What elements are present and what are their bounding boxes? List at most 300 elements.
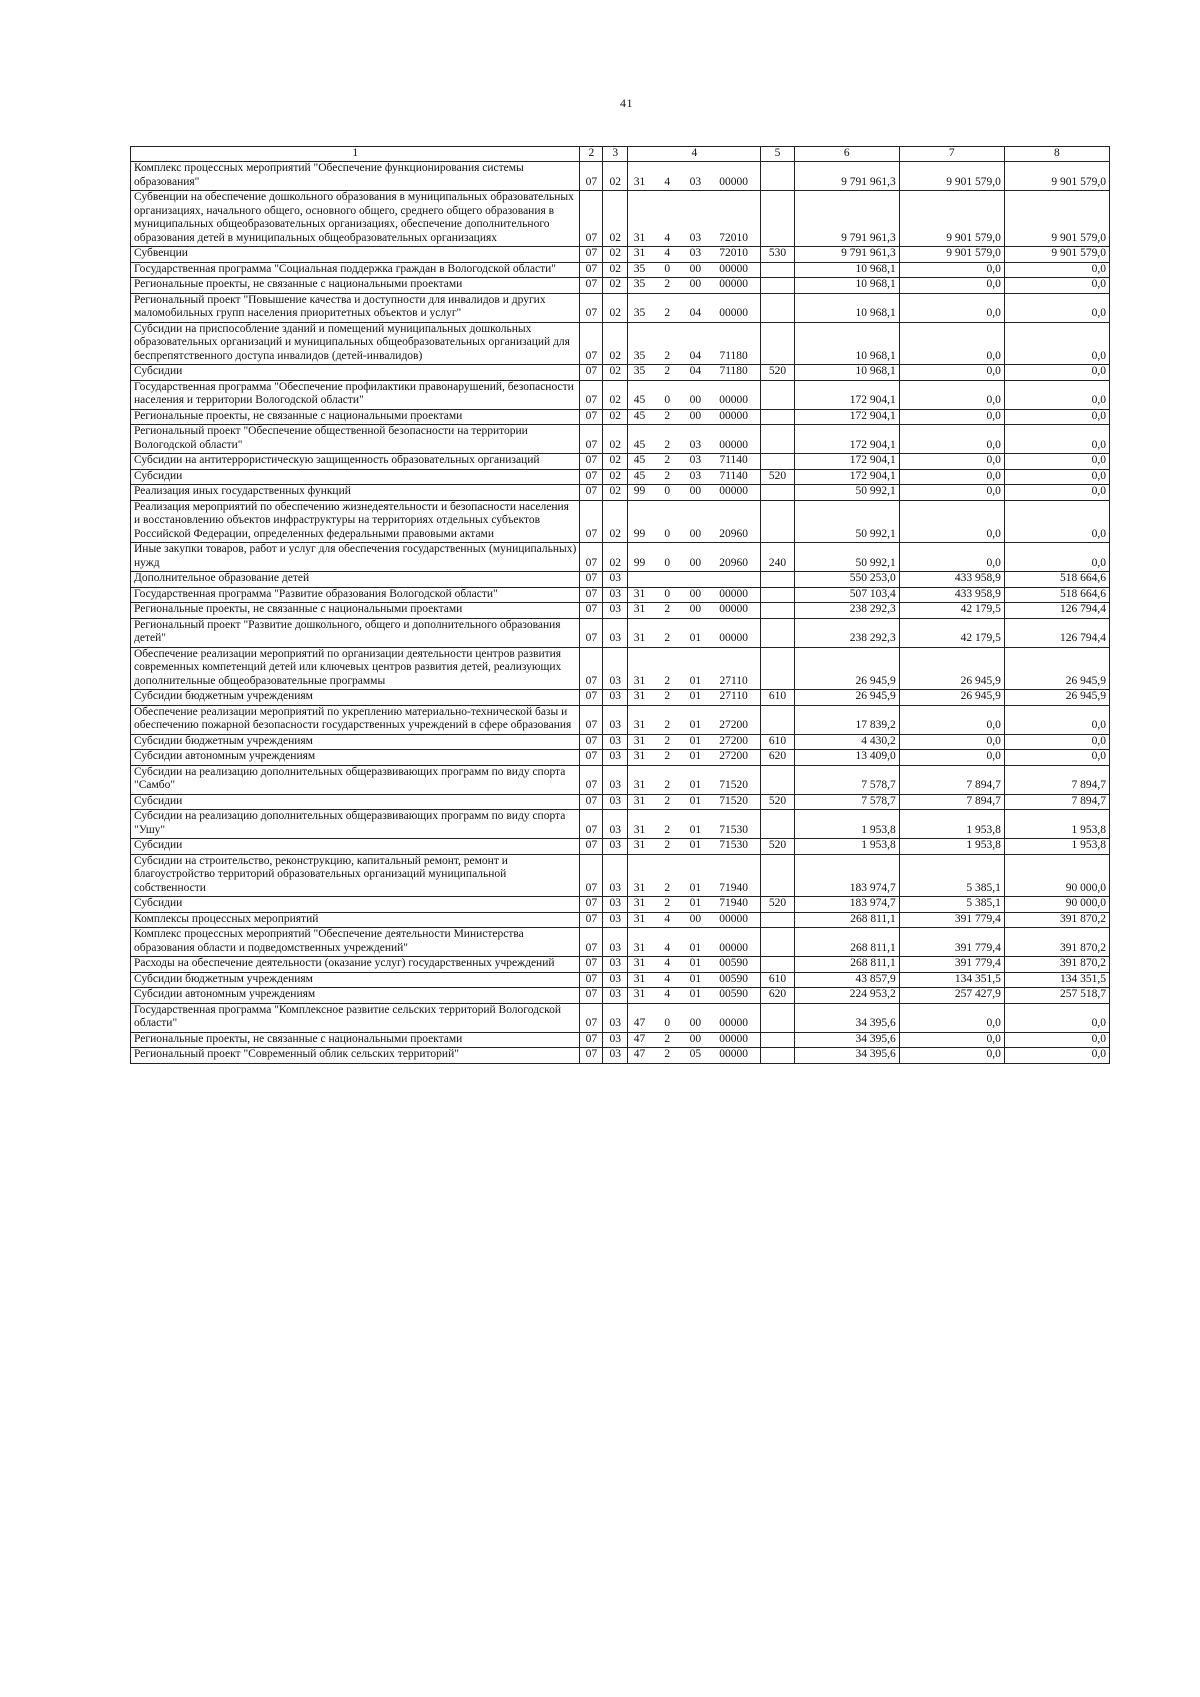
row-subsection-cell: 02 (603, 162, 628, 191)
header-col-8: 8 (1004, 147, 1109, 162)
row-structure-cell: 00 (684, 500, 707, 543)
row-section-cell: 07 (580, 618, 603, 647)
row-direction-cell: 00000 (707, 603, 761, 619)
row-section-cell: 07 (580, 765, 603, 794)
row-expense-type-cell (761, 810, 794, 839)
row-section-cell: 07 (580, 247, 603, 263)
row-type-cell: 2 (651, 765, 684, 794)
row-amount-col6-cell: 507 103,4 (794, 587, 899, 603)
row-amount-col7-cell: 0,0 (899, 409, 1004, 425)
row-type-cell: 2 (651, 897, 684, 913)
row-expense-type-cell (761, 618, 794, 647)
row-section-cell: 07 (580, 705, 603, 734)
row-structure-cell: 00 (684, 485, 707, 501)
row-program-cell: 99 (628, 500, 651, 543)
row-type-cell: 2 (651, 794, 684, 810)
row-amount-col8-cell: 518 664,6 (1004, 572, 1109, 588)
row-program-cell: 31 (628, 647, 651, 690)
row-name-cell: Субсидии (131, 469, 580, 485)
row-section-cell: 07 (580, 409, 603, 425)
table-row (131, 897, 1110, 913)
table-row (131, 500, 1110, 543)
row-subsection-cell: 02 (603, 500, 628, 543)
row-amount-col8-cell: 0,0 (1004, 365, 1109, 381)
row-amount-col7-cell: 0,0 (899, 485, 1004, 501)
row-type-cell: 2 (651, 409, 684, 425)
row-program-cell: 31 (628, 794, 651, 810)
row-expense-type-cell (761, 162, 794, 191)
row-structure-cell: 01 (684, 810, 707, 839)
row-expense-type-cell: 520 (761, 469, 794, 485)
row-amount-col7-cell: 433 958,9 (899, 572, 1004, 588)
row-direction-cell: 00000 (707, 1003, 761, 1032)
row-type-cell: 2 (651, 425, 684, 454)
row-subsection-cell: 03 (603, 1048, 628, 1064)
row-expense-type-cell: 620 (761, 750, 794, 766)
row-program-cell: 31 (628, 854, 651, 897)
row-program-cell: 31 (628, 587, 651, 603)
row-amount-col7-cell: 0,0 (899, 322, 1004, 365)
row-amount-col6-cell: 1 953,8 (794, 810, 899, 839)
row-section-cell: 07 (580, 293, 603, 322)
row-section-cell: 07 (580, 647, 603, 690)
row-program-cell: 31 (628, 988, 651, 1004)
row-subsection-cell: 03 (603, 750, 628, 766)
row-section-cell: 07 (580, 839, 603, 855)
row-program-cell: 31 (628, 957, 651, 973)
row-direction-cell: 72010 (707, 247, 761, 263)
row-amount-col6-cell: 10 968,1 (794, 278, 899, 294)
row-structure-cell: 01 (684, 988, 707, 1004)
row-name-cell: Государственная программа "Социальная поддержка граждан в Вологодской области" (131, 262, 580, 278)
row-amount-col7-cell: 257 427,9 (899, 988, 1004, 1004)
row-type-cell: 2 (651, 365, 684, 381)
row-expense-type-cell (761, 1032, 794, 1048)
row-direction-cell: 00000 (707, 928, 761, 957)
row-direction-cell: 71530 (707, 810, 761, 839)
row-expense-type-cell (761, 854, 794, 897)
row-subsection-cell: 03 (603, 794, 628, 810)
row-subsection-cell: 03 (603, 810, 628, 839)
row-amount-col7-cell: 0,0 (899, 380, 1004, 409)
row-amount-col6-cell: 50 992,1 (794, 543, 899, 572)
row-name-cell: Субсидии бюджетным учреждениям (131, 690, 580, 706)
row-expense-type-cell: 620 (761, 988, 794, 1004)
row-amount-col7-cell: 0,0 (899, 425, 1004, 454)
row-structure-cell: 01 (684, 839, 707, 855)
row-name-cell: Комплексы процессных мероприятий (131, 912, 580, 928)
row-name-cell: Региональный проект "Развитие дошкольного, общего и дополнительного образования детей" (131, 618, 580, 647)
header-col-4: 4 (628, 147, 761, 162)
row-program-cell: 31 (628, 839, 651, 855)
row-section-cell: 07 (580, 162, 603, 191)
table-row (131, 587, 1110, 603)
table-row (131, 572, 1110, 588)
row-type-cell: 2 (651, 750, 684, 766)
row-amount-col8-cell: 7 894,7 (1004, 765, 1109, 794)
row-subsection-cell: 02 (603, 191, 628, 247)
row-direction-cell: 00000 (707, 618, 761, 647)
row-name-cell: Региональные проекты, не связанные с национальными проектами (131, 278, 580, 294)
row-structure-cell: 01 (684, 794, 707, 810)
row-subsection-cell: 03 (603, 690, 628, 706)
row-section-cell: 07 (580, 365, 603, 381)
row-amount-col8-cell: 0,0 (1004, 454, 1109, 470)
row-structure-cell: 01 (684, 957, 707, 973)
table-row (131, 380, 1110, 409)
row-name-cell: Субсидии на реализацию дополнительных общеразвивающих программ по виду спорта "Ушу" (131, 810, 580, 839)
row-section-cell: 07 (580, 957, 603, 973)
row-amount-col8-cell: 0,0 (1004, 1032, 1109, 1048)
row-name-cell: Субсидии (131, 794, 580, 810)
row-subsection-cell: 02 (603, 247, 628, 263)
row-name-cell: Субсидии (131, 365, 580, 381)
table-row (131, 322, 1110, 365)
row-amount-col7-cell: 0,0 (899, 469, 1004, 485)
row-amount-col8-cell: 134 351,5 (1004, 972, 1109, 988)
row-expense-type-cell: 610 (761, 734, 794, 750)
row-amount-col6-cell: 172 904,1 (794, 380, 899, 409)
row-section-cell: 07 (580, 603, 603, 619)
row-direction-cell: 00000 (707, 587, 761, 603)
row-amount-col6-cell: 550 253,0 (794, 572, 899, 588)
table-row (131, 262, 1110, 278)
row-direction-cell: 00000 (707, 485, 761, 501)
row-amount-col7-cell: 42 179,5 (899, 603, 1004, 619)
row-amount-col6-cell: 7 578,7 (794, 794, 899, 810)
row-amount-col8-cell: 0,0 (1004, 543, 1109, 572)
row-program-cell: 31 (628, 810, 651, 839)
row-name-cell: Государственная программа "Комплексное развитие сельских территорий Вологодской области" (131, 1003, 580, 1032)
row-structure-cell: 04 (684, 322, 707, 365)
row-expense-type-cell (761, 572, 794, 588)
row-direction-cell: 00590 (707, 988, 761, 1004)
row-type-cell: 2 (651, 603, 684, 619)
row-subsection-cell: 02 (603, 543, 628, 572)
row-section-cell: 07 (580, 1003, 603, 1032)
row-amount-col8-cell: 90 000,0 (1004, 897, 1109, 913)
table-row (131, 928, 1110, 957)
row-type-cell: 4 (651, 928, 684, 957)
table-row (131, 454, 1110, 470)
row-name-cell: Субвенции на обеспечение дошкольного образования в муниципальных образовательных организациях, начального общего, основного общего, среднего общего образования в муниципальных общеобразовательных организациях, обеспечение дополнительного образования детей в муниципальных общеобразовательных организациях (131, 191, 580, 247)
row-direction-cell: 00000 (707, 425, 761, 454)
row-expense-type-cell (761, 380, 794, 409)
row-structure-cell: 03 (684, 162, 707, 191)
row-expense-type-cell: 520 (761, 897, 794, 913)
row-structure-cell: 01 (684, 705, 707, 734)
row-type-cell: 0 (651, 262, 684, 278)
row-amount-col6-cell: 26 945,9 (794, 647, 899, 690)
row-program-cell: 47 (628, 1048, 651, 1064)
table-row (131, 839, 1110, 855)
row-direction-cell: 71520 (707, 765, 761, 794)
row-type-cell: 2 (651, 469, 684, 485)
row-amount-col7-cell: 0,0 (899, 365, 1004, 381)
row-amount-col7-cell: 0,0 (899, 454, 1004, 470)
row-amount-col7-cell: 7 894,7 (899, 765, 1004, 794)
row-program-cell: 47 (628, 1003, 651, 1032)
row-direction-cell: 71140 (707, 469, 761, 485)
row-name-cell: Комплекс процессных мероприятий "Обеспечение функционирования системы образования" (131, 162, 580, 191)
row-expense-type-cell (761, 322, 794, 365)
row-amount-col7-cell: 0,0 (899, 734, 1004, 750)
row-type-cell: 0 (651, 500, 684, 543)
header-col-1: 1 (131, 147, 580, 162)
row-section-cell: 07 (580, 928, 603, 957)
row-amount-col6-cell: 172 904,1 (794, 454, 899, 470)
table-row (131, 1032, 1110, 1048)
row-amount-col8-cell: 0,0 (1004, 734, 1109, 750)
row-subsection-cell: 02 (603, 380, 628, 409)
row-amount-col6-cell: 10 968,1 (794, 365, 899, 381)
row-expense-type-cell: 240 (761, 543, 794, 572)
row-direction-cell: 71180 (707, 322, 761, 365)
row-name-cell: Государственная программа "Развитие образования Вологодской области" (131, 587, 580, 603)
row-amount-col7-cell: 9 901 579,0 (899, 247, 1004, 263)
row-structure-cell: 01 (684, 765, 707, 794)
row-amount-col8-cell: 0,0 (1004, 485, 1109, 501)
row-name-cell: Субсидии автономным учреждениям (131, 750, 580, 766)
row-structure-cell: 03 (684, 191, 707, 247)
header-col-3: 3 (603, 147, 628, 162)
row-subsection-cell: 02 (603, 365, 628, 381)
row-subsection-cell: 03 (603, 854, 628, 897)
table-row (131, 854, 1110, 897)
row-expense-type-cell (761, 454, 794, 470)
row-structure-cell: 03 (684, 454, 707, 470)
row-section-cell: 07 (580, 191, 603, 247)
table-row (131, 1003, 1110, 1032)
row-amount-col7-cell: 1 953,8 (899, 839, 1004, 855)
row-structure-cell: 01 (684, 928, 707, 957)
row-expense-type-cell: 520 (761, 794, 794, 810)
row-expense-type-cell (761, 1048, 794, 1064)
row-section-cell: 07 (580, 485, 603, 501)
row-structure-cell: 03 (684, 425, 707, 454)
row-type-cell: 2 (651, 454, 684, 470)
row-subsection-cell: 02 (603, 469, 628, 485)
row-amount-col8-cell: 0,0 (1004, 425, 1109, 454)
row-section-cell: 07 (580, 854, 603, 897)
row-program-cell: 31 (628, 162, 651, 191)
row-amount-col8-cell: 1 953,8 (1004, 810, 1109, 839)
table-row (131, 705, 1110, 734)
row-amount-col7-cell: 7 894,7 (899, 794, 1004, 810)
row-amount-col8-cell: 0,0 (1004, 705, 1109, 734)
row-direction-cell: 00000 (707, 1048, 761, 1064)
row-name-cell: Субсидии (131, 897, 580, 913)
row-direction-cell: 00000 (707, 1032, 761, 1048)
row-amount-col7-cell: 0,0 (899, 750, 1004, 766)
row-program-cell: 31 (628, 603, 651, 619)
table-row (131, 485, 1110, 501)
row-name-cell: Региональный проект "Обеспечение общественной безопасности на территории Вологодской области" (131, 425, 580, 454)
row-amount-col7-cell: 134 351,5 (899, 972, 1004, 988)
row-subsection-cell: 02 (603, 278, 628, 294)
row-direction-cell: 20960 (707, 500, 761, 543)
row-program-cell: 45 (628, 454, 651, 470)
row-name-cell: Иные закупки товаров, работ и услуг для обеспечения государственных (муниципальных) нужд (131, 543, 580, 572)
row-amount-col6-cell: 224 953,2 (794, 988, 899, 1004)
row-structure-cell: 01 (684, 734, 707, 750)
row-program-cell: 45 (628, 409, 651, 425)
row-amount-col8-cell: 0,0 (1004, 500, 1109, 543)
table-row (131, 365, 1110, 381)
row-amount-col6-cell: 10 968,1 (794, 293, 899, 322)
row-name-cell: Субсидии на приспособление зданий и помещений муниципальных дошкольных образовательных организаций и муниципальных общеобразовательных организаций для беспрепятственного доступа инвалидов (детей-инвалидов) (131, 322, 580, 365)
table-row (131, 750, 1110, 766)
row-type-cell: 0 (651, 587, 684, 603)
row-section-cell: 07 (580, 690, 603, 706)
row-amount-col6-cell: 172 904,1 (794, 425, 899, 454)
table-row (131, 469, 1110, 485)
row-section-cell: 07 (580, 750, 603, 766)
row-program-cell: 31 (628, 247, 651, 263)
row-structure-cell: 00 (684, 543, 707, 572)
row-subsection-cell: 02 (603, 425, 628, 454)
row-type-cell: 4 (651, 191, 684, 247)
row-amount-col8-cell: 126 794,4 (1004, 618, 1109, 647)
row-amount-col8-cell: 0,0 (1004, 262, 1109, 278)
row-subsection-cell: 03 (603, 734, 628, 750)
row-subsection-cell: 02 (603, 454, 628, 470)
row-direction-cell: 71530 (707, 839, 761, 855)
table-row (131, 988, 1110, 1004)
row-section-cell: 07 (580, 572, 603, 588)
row-subsection-cell: 02 (603, 322, 628, 365)
row-structure-cell: 00 (684, 912, 707, 928)
row-amount-col7-cell: 0,0 (899, 262, 1004, 278)
row-name-cell: Обеспечение реализации мероприятий по организации деятельности центров развития современных компетенций детей или ключевых центров развития детей, реализующих дополнительные общеобразовательные программы (131, 647, 580, 690)
row-type-cell (651, 572, 684, 588)
row-direction-cell: 71140 (707, 454, 761, 470)
row-section-cell: 07 (580, 380, 603, 409)
row-amount-col6-cell: 183 974,7 (794, 897, 899, 913)
row-expense-type-cell: 520 (761, 839, 794, 855)
row-type-cell: 4 (651, 972, 684, 988)
table-row (131, 734, 1110, 750)
row-structure-cell: 05 (684, 1048, 707, 1064)
row-amount-col8-cell: 518 664,6 (1004, 587, 1109, 603)
row-subsection-cell: 03 (603, 1032, 628, 1048)
row-section-cell: 07 (580, 469, 603, 485)
row-name-cell: Субсидии на строительство, реконструкцию, капитальный ремонт, ремонт и благоустройство территорий образовательных организаций муниципальной собственности (131, 854, 580, 897)
row-amount-col7-cell: 9 901 579,0 (899, 162, 1004, 191)
row-name-cell: Комплекс процессных мероприятий "Обеспечение деятельности Министерства образования области и подведомственных учреждений" (131, 928, 580, 957)
row-name-cell: Субсидии бюджетным учреждениям (131, 972, 580, 988)
row-subsection-cell: 03 (603, 618, 628, 647)
row-expense-type-cell: 520 (761, 365, 794, 381)
row-amount-col6-cell: 238 292,3 (794, 618, 899, 647)
row-amount-col8-cell: 257 518,7 (1004, 988, 1109, 1004)
row-program-cell: 31 (628, 734, 651, 750)
table-row (131, 794, 1110, 810)
row-section-cell: 07 (580, 988, 603, 1004)
row-type-cell: 4 (651, 247, 684, 263)
row-amount-col7-cell: 0,0 (899, 278, 1004, 294)
row-amount-col7-cell: 0,0 (899, 1003, 1004, 1032)
row-name-cell: Реализация иных государственных функций (131, 485, 580, 501)
row-program-cell: 45 (628, 380, 651, 409)
row-expense-type-cell: 610 (761, 972, 794, 988)
row-expense-type-cell (761, 928, 794, 957)
row-amount-col7-cell: 1 953,8 (899, 810, 1004, 839)
row-direction-cell: 27200 (707, 750, 761, 766)
row-type-cell: 0 (651, 485, 684, 501)
row-amount-col7-cell: 391 779,4 (899, 912, 1004, 928)
row-program-cell: 31 (628, 928, 651, 957)
row-type-cell: 2 (651, 810, 684, 839)
row-program-cell: 47 (628, 1032, 651, 1048)
row-amount-col7-cell: 0,0 (899, 500, 1004, 543)
row-direction-cell: 72010 (707, 191, 761, 247)
row-subsection-cell: 03 (603, 988, 628, 1004)
row-structure-cell (684, 572, 707, 588)
row-section-cell: 07 (580, 897, 603, 913)
row-direction-cell: 00000 (707, 262, 761, 278)
row-name-cell: Расходы на обеспечение деятельности (оказание услуг) государственных учреждений (131, 957, 580, 973)
budget-table (130, 146, 1110, 1064)
row-amount-col7-cell: 0,0 (899, 1032, 1004, 1048)
header-col-6: 6 (794, 147, 899, 162)
row-amount-col8-cell: 9 901 579,0 (1004, 191, 1109, 247)
row-direction-cell: 20960 (707, 543, 761, 572)
row-name-cell: Реализация мероприятий по обеспечению жизнедеятельности и безопасности населения и восстановлению объектов инфраструктуры на территориях отдельных субъектов Российской Федерации, определенных федеральными правовыми актами (131, 500, 580, 543)
row-expense-type-cell (761, 912, 794, 928)
row-structure-cell: 04 (684, 293, 707, 322)
row-amount-col7-cell: 433 958,9 (899, 587, 1004, 603)
row-amount-col7-cell: 5 385,1 (899, 854, 1004, 897)
row-amount-col6-cell: 238 292,3 (794, 603, 899, 619)
row-amount-col8-cell: 0,0 (1004, 380, 1109, 409)
row-name-cell: Региональные проекты, не связанные с национальными проектами (131, 603, 580, 619)
row-program-cell: 31 (628, 897, 651, 913)
row-expense-type-cell (761, 957, 794, 973)
table-row (131, 972, 1110, 988)
row-amount-col8-cell: 9 901 579,0 (1004, 247, 1109, 263)
row-amount-col7-cell: 5 385,1 (899, 897, 1004, 913)
row-amount-col6-cell: 50 992,1 (794, 485, 899, 501)
row-subsection-cell: 03 (603, 765, 628, 794)
row-structure-cell: 01 (684, 897, 707, 913)
row-direction-cell: 00590 (707, 957, 761, 973)
row-section-cell: 07 (580, 810, 603, 839)
row-subsection-cell: 03 (603, 957, 628, 973)
row-amount-col6-cell: 172 904,1 (794, 469, 899, 485)
row-expense-type-cell (761, 293, 794, 322)
row-structure-cell: 00 (684, 587, 707, 603)
row-type-cell: 2 (651, 734, 684, 750)
row-subsection-cell: 03 (603, 972, 628, 988)
row-type-cell: 0 (651, 543, 684, 572)
row-program-cell: 35 (628, 262, 651, 278)
table-row (131, 647, 1110, 690)
row-structure-cell: 03 (684, 247, 707, 263)
row-amount-col7-cell: 26 945,9 (899, 690, 1004, 706)
row-program-cell: 99 (628, 485, 651, 501)
row-name-cell: Субсидии бюджетным учреждениям (131, 734, 580, 750)
row-name-cell: Региональный проект "Повышение качества и доступности для инвалидов и других маломобильных групп населения приоритетных объектов и услуг" (131, 293, 580, 322)
row-subsection-cell: 02 (603, 293, 628, 322)
table-row (131, 409, 1110, 425)
header-col-7: 7 (899, 147, 1004, 162)
row-type-cell: 4 (651, 957, 684, 973)
row-structure-cell: 03 (684, 469, 707, 485)
header-col-5: 5 (761, 147, 794, 162)
row-direction-cell: 71180 (707, 365, 761, 381)
row-direction-cell: 27110 (707, 647, 761, 690)
